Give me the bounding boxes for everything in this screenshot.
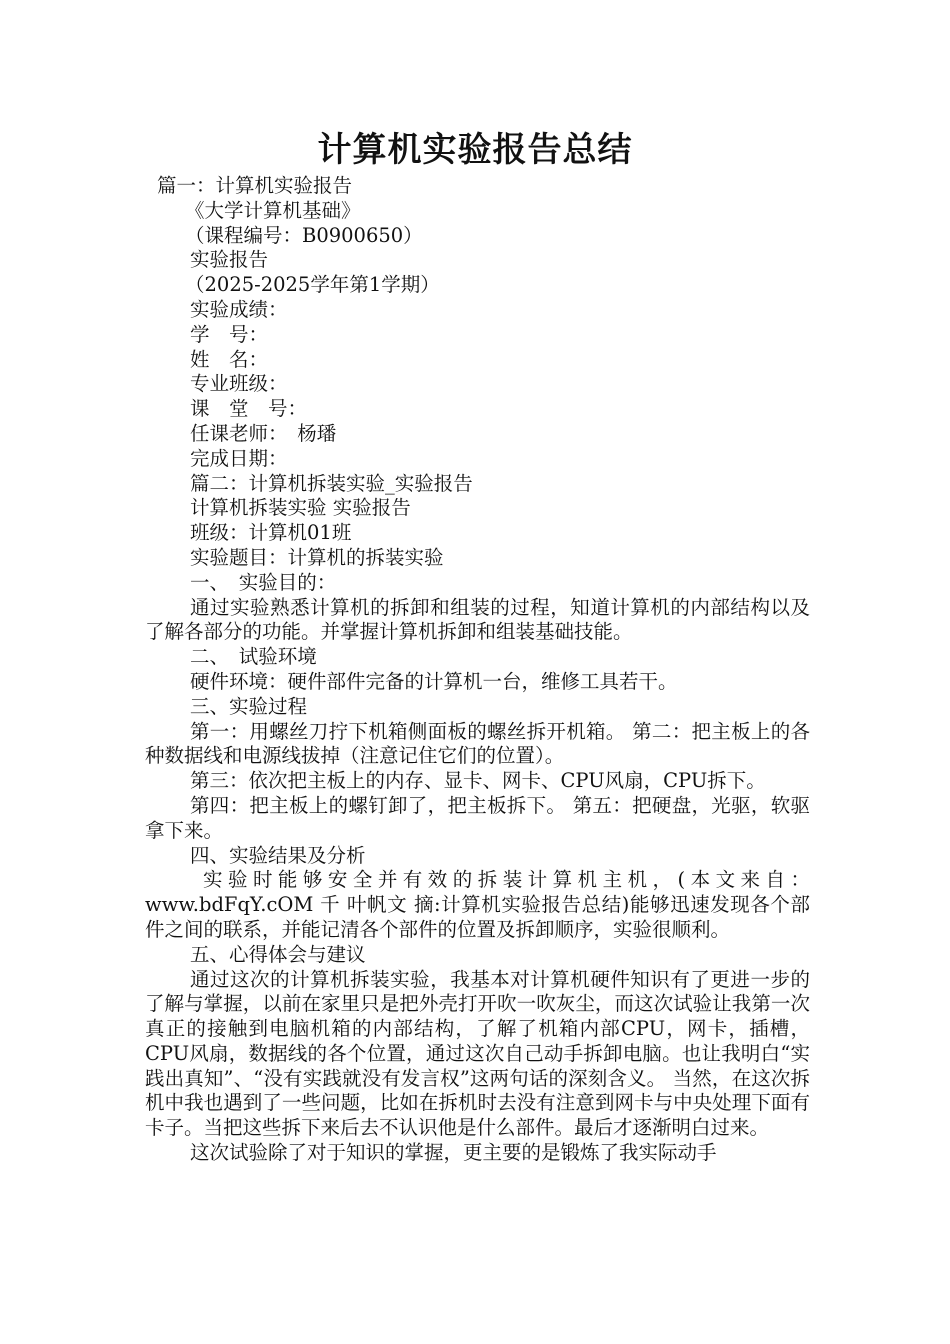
paragraph-results: 实验时能够安全并有效的拆装计算机主机，(本文来自：www.bdFqY.cOM 千 叶帆文 摘:计算机实验报告总结)能够迅速发现各个部件之间的联系，并能记清各个部件的位置及拆卸顺序，实验很顺利。 [145,868,810,941]
field-name: 姓 名： [190,347,269,371]
report-subtitle: 计算机拆装实验 实验报告 [190,496,411,520]
section-heading-1: 篇一：计算机实验报告 [157,174,353,197]
paragraph-reflection: 通过这次的计算机拆装实验，我基本对计算机硬件知识有了更进一步的了解与掌握，以前在家里只是把外壳打开吹一吹灰尘，而这次试验让我第一次真正的接触到电脑机箱的内部结构，了解了机箱内部CPU，网卡，插槽，CPU风扇，数据线的各个位置，通过这次自己动手拆卸电脑。也让我明白“实践出真知”、“没有实践就没有发言权”这两句话的深刻含义。 当然，在这次拆机中我也遇到了一些问题，比如在拆机时去没有注意到网卡与中央处理下面有卡子。当把这些拆下来后去不认识他是什么部件。最后才逐渐明白过来。 [145,967,810,1140]
field-teacher: 任课老师： 杨璠 [190,421,337,445]
field-student-id: 学 号： [190,322,269,346]
paragraph-process-1: 第一：用螺丝刀拧下机箱侧面板的螺丝拆开机箱。 第二：把主板上的各种数据线和电源线拔掉（注意记住它们的位置）。 [145,719,810,768]
field-score: 实验成绩： [190,297,288,321]
field-class: 专业班级： [190,372,288,396]
paragraph-purpose: 通过实验熟悉计算机的拆卸和组装的过程，知道计算机的内部结构以及了解各部分的功能。并掌握计算机拆卸和组装基础技能。 [145,595,810,644]
field-class-2: 班级：计算机01班 [190,521,352,545]
heading-reflection: 五、心得体会与建议 [190,942,366,966]
field-experiment-topic: 实验题目：计算机的拆装实验 [190,545,444,569]
heading-purpose: 一、 实验目的： [190,570,337,594]
page-title: 计算机实验报告总结 [317,130,633,170]
heading-results: 四、实验结果及分析 [190,843,366,867]
paragraph-final: 这次试验除了对于知识的掌握，更主要的是锻炼了我实际动手 [190,1141,717,1165]
field-date: 完成日期： [190,446,288,470]
course-name: 《大学计算机基础》 [185,198,361,222]
course-code: （课程编号：B0900650） [185,223,423,247]
heading-environment: 二、 试验环境 [190,645,317,669]
document-body [145,174,810,1166]
field-classroom-no: 课 堂 号： [190,397,308,421]
paragraph-process-2: 第三：依次把主板上的内存、显卡、网卡、CPU风扇，CPU拆下。 [190,769,766,793]
paragraph-process-3: 第四：把主板上的螺钉卸了，把主板拆下。 第五：把硬盘，光驱，软驱拿下来。 [145,793,810,842]
heading-process: 三、实验过程 [190,694,308,718]
semester: （2025-2025学年第1学期） [185,273,440,297]
report-label: 实验报告 [190,248,269,272]
section-heading-2: 篇二：计算机拆装实验_实验报告 [190,471,473,495]
paragraph-environment: 硬件环境：硬件部件完备的计算机一台，维修工具若干。 [190,669,678,693]
